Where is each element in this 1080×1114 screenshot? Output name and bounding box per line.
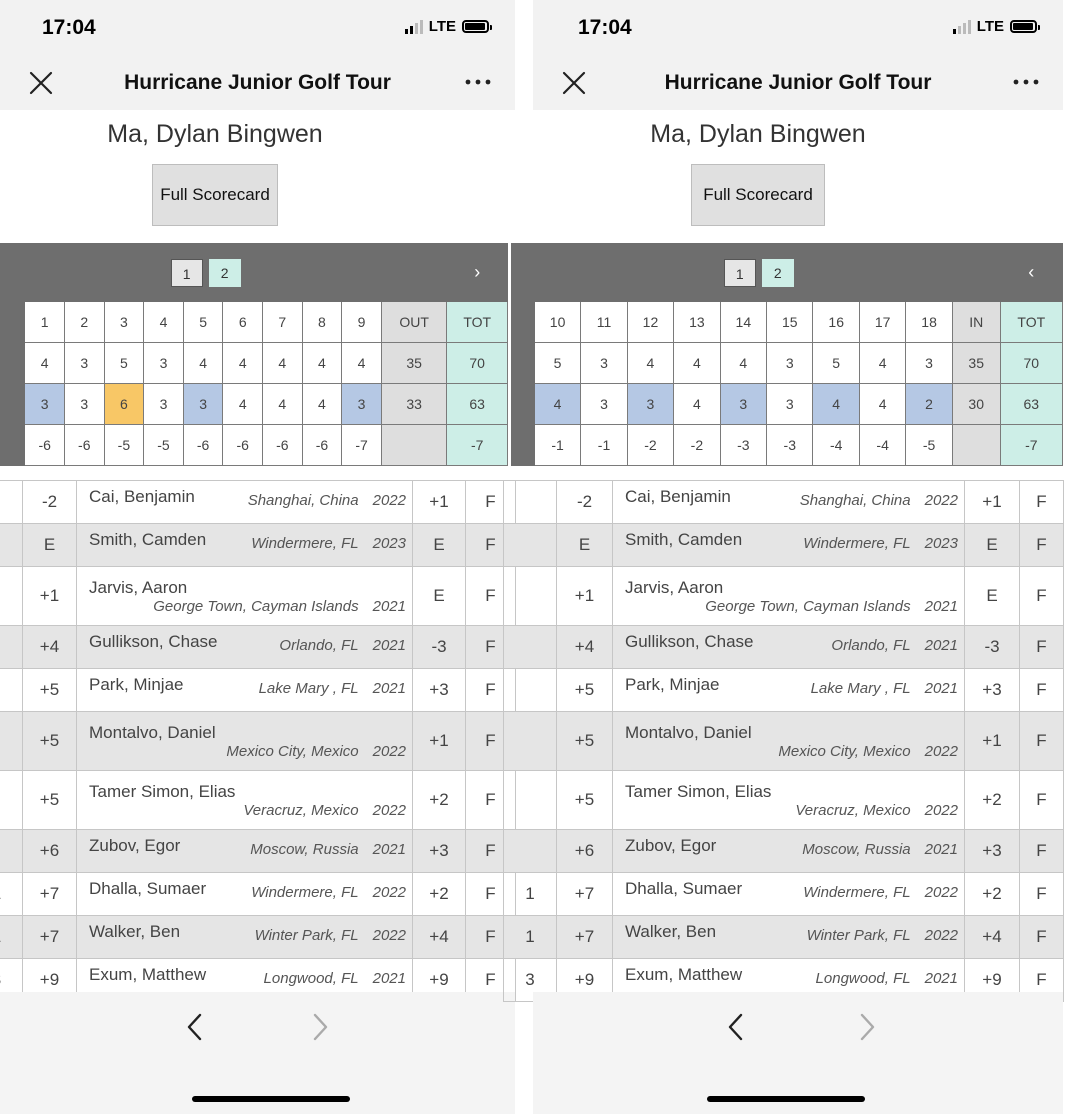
par-cell: 4 — [25, 343, 65, 384]
score-total: 63 — [447, 384, 508, 425]
to-par-cell: -6 — [223, 425, 263, 466]
to-par-cell: -4 — [859, 425, 905, 466]
to-par-cell: -5 — [144, 425, 184, 466]
back-icon[interactable] — [182, 1012, 208, 1042]
signal-icon — [405, 19, 423, 34]
hole-number: 2 — [64, 302, 104, 343]
par-cell: 3 — [144, 343, 184, 384]
score-cell: 4 — [223, 384, 263, 425]
score-cell-birdie: 3 — [342, 384, 382, 425]
thru: F — [466, 669, 516, 712]
par-cell: 5 — [813, 343, 859, 384]
par-row — [0, 343, 508, 384]
battery-icon — [462, 20, 489, 33]
player-name-cell: Montalvo, Daniel — [89, 722, 216, 742]
leaderboard-row[interactable]: +5 Tamer Simon, Elias Veracruz, Mexico 2022 +2 F — [504, 771, 1064, 830]
thru: F — [1020, 916, 1064, 959]
total-to-par: +5 — [23, 669, 77, 712]
to-par-total: -7 — [447, 425, 508, 466]
to-par-total: -7 — [1000, 425, 1062, 466]
par-cell: 5 — [534, 343, 580, 384]
browser-toolbar — [533, 992, 1063, 1114]
total-to-par: +1 — [557, 567, 613, 626]
browser-toolbar — [0, 992, 515, 1114]
hole-number: 4 — [144, 302, 184, 343]
total-to-par: +9 — [23, 959, 77, 1002]
thru: F — [466, 873, 516, 916]
hole-row — [0, 302, 508, 343]
player-name-cell: Gullikson, Chase — [625, 632, 754, 651]
round-score: -3 — [413, 626, 466, 669]
hole-row — [512, 302, 1063, 343]
player-name-cell: Gullikson, Chase — [89, 632, 218, 651]
thru: F — [1020, 712, 1064, 771]
round-score: +4 — [965, 916, 1020, 959]
round-score: +9 — [413, 959, 466, 1002]
leaderboard-row[interactable]: +4 Gullikson, Chase Orlando, FL 2021 -3 F — [0, 626, 516, 669]
scorecard-table — [0, 243, 508, 466]
total-to-par: +4 — [23, 626, 77, 669]
hole-number: 18 — [906, 302, 952, 343]
leaderboard-row[interactable]: +1 Jarvis, Aaron George Town, Cayman Islands 2021 E F — [0, 567, 516, 626]
home-indicator — [192, 1096, 350, 1102]
round-score: +2 — [413, 873, 466, 916]
total-to-par: +6 — [557, 830, 613, 873]
total-to-par: E — [23, 524, 77, 567]
player-name-cell: Tamer Simon, Elias — [89, 781, 236, 801]
thru: F — [466, 959, 516, 1002]
round-score: +3 — [413, 669, 466, 712]
round-score: -3 — [965, 626, 1020, 669]
player-name-cell: Jarvis, Aaron — [625, 577, 724, 597]
thru: F — [466, 916, 516, 959]
to-par-cell: -7 — [342, 425, 382, 466]
hole-number: 12 — [627, 302, 673, 343]
status-bar — [533, 0, 1063, 58]
hole-number: 7 — [263, 302, 303, 343]
score-total: 63 — [1000, 384, 1062, 425]
total-to-par: +9 — [557, 959, 613, 1002]
player-name-cell: Smith, Camden — [625, 530, 743, 549]
to-par-cell: -5 — [104, 425, 144, 466]
par-cell: 4 — [627, 343, 673, 384]
round-score: E — [965, 567, 1020, 626]
round-score: +2 — [413, 771, 466, 830]
to-par-cell: -4 — [813, 425, 859, 466]
score-cell: 3 — [767, 384, 813, 425]
screenshot-front-nine — [0, 0, 515, 1114]
score-row — [0, 384, 508, 425]
total-to-par: -2 — [23, 481, 77, 524]
full-scorecard-button[interactable]: Full Scorecard — [152, 164, 278, 226]
leaderboard-table — [503, 480, 1064, 1002]
to-par-cell: -1 — [581, 425, 627, 466]
leaderboard-row[interactable]: E Smith, Camden Windermere, FL 2023 E F — [504, 524, 1064, 567]
player-name-cell: Smith, Camden — [89, 530, 207, 549]
round-score: +1 — [965, 712, 1020, 771]
in-label: IN — [952, 302, 1000, 343]
hole-number: 14 — [720, 302, 766, 343]
to-par-cell: -6 — [302, 425, 342, 466]
par-cell: 3 — [767, 343, 813, 384]
status-time: 17:04 — [578, 16, 632, 39]
round-score: +3 — [965, 830, 1020, 873]
prev-page-arrow[interactable]: ‹ — [1000, 244, 1062, 302]
thru: F — [1020, 567, 1064, 626]
to-par-cell: -6 — [25, 425, 65, 466]
leaderboard-row[interactable]: +6 Zubov, Egor Moscow, Russia 2021 +3 F — [504, 830, 1064, 873]
thru: F — [1020, 959, 1064, 1002]
to-par-row — [512, 425, 1063, 466]
forward-icon[interactable] — [854, 1012, 880, 1042]
to-par-cell: -1 — [534, 425, 580, 466]
to-par-cell: -6 — [64, 425, 104, 466]
leaderboard-row[interactable]: +5 Park, Minjae Lake Mary , FL 2021 +3 F — [0, 669, 516, 712]
leaderboard-row[interactable]: +5 Park, Minjae Lake Mary , FL 2021 +3 F — [504, 669, 1064, 712]
thru: F — [466, 712, 516, 771]
round-score: +2 — [965, 771, 1020, 830]
nav-bar — [533, 58, 1063, 110]
player-name-cell: Cai, Benjamin — [625, 487, 731, 506]
leaderboard-row[interactable]: E Smith, Camden Windermere, FL 2023 E F — [0, 524, 516, 567]
par-cell: 4 — [263, 343, 303, 384]
to-par-row — [0, 425, 508, 466]
hole-number: 5 — [183, 302, 223, 343]
hole-number: 9 — [342, 302, 382, 343]
next-page-arrow[interactable]: › — [447, 244, 508, 302]
leaderboard-row[interactable]: 1 +7 Walker, Ben Winter Park, FL 2022 +4 F — [504, 916, 1064, 959]
par-cell: 5 — [104, 343, 144, 384]
status-icons — [953, 18, 1037, 35]
thru: F — [466, 567, 516, 626]
par-cell: 4 — [674, 343, 720, 384]
thru: F — [1020, 771, 1064, 830]
par-cell: 3 — [64, 343, 104, 384]
back-icon[interactable] — [723, 1012, 749, 1042]
score-cell: 3 — [64, 384, 104, 425]
page-title: Hurricane Junior Golf Tour — [664, 71, 932, 94]
score-cell-birdie: 3 — [720, 384, 766, 425]
network-label: LTE — [428, 18, 456, 35]
total-to-par: +1 — [23, 567, 77, 626]
tot-label: TOT — [1000, 302, 1062, 343]
scorecard-table — [511, 243, 1063, 466]
page-title: Hurricane Junior Golf Tour — [124, 71, 391, 94]
to-par-cell: -3 — [720, 425, 766, 466]
total-to-par: +5 — [557, 712, 613, 771]
hole-number: 8 — [302, 302, 342, 343]
thru: F — [1020, 481, 1064, 524]
battery-icon — [1010, 20, 1037, 33]
round-score: E — [413, 567, 466, 626]
thru: F — [466, 524, 516, 567]
more-icon[interactable] — [463, 72, 493, 92]
thru: F — [1020, 873, 1064, 916]
leaderboard-table — [0, 480, 516, 1002]
hole-number: 10 — [534, 302, 580, 343]
thru: F — [1020, 830, 1064, 873]
player-name-cell: Zubov, Egor — [625, 836, 717, 855]
thru: F — [1020, 669, 1064, 712]
total-to-par: +5 — [23, 712, 77, 771]
player-name-cell: Park, Minjae — [89, 675, 184, 694]
hole-number: 1 — [25, 302, 65, 343]
hole-number: 13 — [674, 302, 720, 343]
to-par-cell: -2 — [627, 425, 673, 466]
player-name-cell: Exum, Matthew — [89, 965, 207, 984]
par-cell: 4 — [223, 343, 263, 384]
player-name: Ma, Dylan Bingwen — [107, 120, 323, 148]
par-total: 70 — [1000, 343, 1062, 384]
leaderboard-row[interactable]: 1 +7 Dhalla, Sumaer Windermere, FL 2022 +2 F — [504, 873, 1064, 916]
par-cell: 3 — [906, 343, 952, 384]
to-par-cell: -6 — [183, 425, 223, 466]
score-cell-birdie: 3 — [25, 384, 65, 425]
page-2-button[interactable]: 2 — [762, 259, 794, 287]
par-total: 70 — [447, 343, 508, 384]
player-name-cell: Walker, Ben — [89, 922, 181, 941]
leaderboard-row[interactable]: -2 Cai, Benjamin Shanghai, China 2022 +1 F — [0, 481, 516, 524]
par-cell: 3 — [581, 343, 627, 384]
total-to-par: +4 — [557, 626, 613, 669]
score-cell-birdie: 3 — [627, 384, 673, 425]
par-out: 35 — [381, 343, 447, 384]
score-cell: 3 — [581, 384, 627, 425]
leaderboard-row[interactable]: +9 Exum, Matthew Longwood, FL 2021 +9 F — [0, 959, 516, 1002]
par-cell: 4 — [342, 343, 382, 384]
par-in: 35 — [952, 343, 1000, 384]
more-icon[interactable] — [1011, 72, 1041, 92]
round-score: +3 — [965, 669, 1020, 712]
to-par-cell: -5 — [906, 425, 952, 466]
hole-number: 3 — [104, 302, 144, 343]
round-score: +9 — [965, 959, 1020, 1002]
player-name-cell: Tamer Simon, Elias — [625, 781, 772, 801]
scorecard-pager-row — [512, 244, 1063, 302]
hole-number: 16 — [813, 302, 859, 343]
page-1-button[interactable]: 1 — [724, 259, 756, 287]
leaderboard-row[interactable]: +5 Tamer Simon, Elias Veracruz, Mexico 2022 +2 F — [0, 771, 516, 830]
leaderboard-row[interactable]: -2 Cai, Benjamin Shanghai, China 2022 +1 F — [504, 481, 1064, 524]
to-par-cell: -6 — [263, 425, 303, 466]
player-name-cell: Park, Minjae — [625, 675, 720, 694]
status-icons — [405, 18, 489, 35]
leaderboard-row[interactable]: +4 Gullikson, Chase Orlando, FL 2021 -3 F — [504, 626, 1064, 669]
total-to-par: +7 — [23, 916, 77, 959]
total-to-par: -2 — [557, 481, 613, 524]
player-name-cell: Montalvo, Daniel — [625, 722, 752, 742]
player-name-cell: Exum, Matthew — [625, 965, 743, 984]
leaderboard-row[interactable]: +7 Walker, Ben Winter Park, FL 2022 +4 F — [0, 916, 516, 959]
leaderboard-row[interactable]: +7 Dhalla, Sumaer Windermere, FL 2022 +2 F — [0, 873, 516, 916]
out-label: OUT — [381, 302, 447, 343]
score-out: 33 — [381, 384, 447, 425]
total-to-par: +5 — [23, 771, 77, 830]
hole-number: 11 — [581, 302, 627, 343]
total-to-par: +7 — [557, 873, 613, 916]
home-indicator — [707, 1096, 865, 1102]
thru: F — [466, 771, 516, 830]
nav-bar — [0, 58, 515, 110]
thru: F — [1020, 524, 1064, 567]
score-cell: 4 — [302, 384, 342, 425]
thru: F — [466, 626, 516, 669]
total-to-par: +7 — [557, 916, 613, 959]
thru: F — [1020, 626, 1064, 669]
par-cell: 4 — [720, 343, 766, 384]
leaderboard-row[interactable]: 3 +9 Exum, Matthew Longwood, FL 2021 +9 F — [504, 959, 1064, 1002]
player-name-cell: Zubov, Egor — [89, 836, 181, 855]
thru: F — [466, 830, 516, 873]
score-cell: 3 — [144, 384, 184, 425]
score-cell-birdie: 4 — [813, 384, 859, 425]
score-cell-birdie: 3 — [183, 384, 223, 425]
hole-number: 17 — [859, 302, 905, 343]
total-to-par: +7 — [23, 873, 77, 916]
signal-icon — [953, 19, 971, 34]
leaderboard-row[interactable]: +1 Jarvis, Aaron George Town, Cayman Islands 2021 E F — [504, 567, 1064, 626]
round-score: +1 — [413, 712, 466, 771]
player-name-cell: Jarvis, Aaron — [89, 577, 188, 597]
score-cell-birdie: 2 — [906, 384, 952, 425]
total-to-par: +5 — [557, 669, 613, 712]
status-time: 17:04 — [42, 16, 96, 39]
hole-number: 15 — [767, 302, 813, 343]
score-cell-birdie: 4 — [534, 384, 580, 425]
player-name-cell: Walker, Ben — [625, 922, 717, 941]
page-1-button[interactable]: 1 — [171, 259, 203, 287]
player-name: Ma, Dylan Bingwen — [650, 120, 866, 148]
scorecard-pager-row — [0, 244, 508, 302]
screenshot-back-nine — [525, 0, 1063, 1114]
round-score: E — [413, 524, 466, 567]
total-to-par: +5 — [557, 771, 613, 830]
player-name-cell: Dhalla, Sumaer — [89, 879, 207, 898]
to-par-cell: -2 — [674, 425, 720, 466]
par-cell: 4 — [302, 343, 342, 384]
score-cell: 4 — [859, 384, 905, 425]
round-score: +1 — [413, 481, 466, 524]
score-cell-bogey: 6 — [104, 384, 144, 425]
par-cell: 4 — [859, 343, 905, 384]
network-label: LTE — [976, 18, 1004, 35]
leaderboard-row[interactable]: +5 Montalvo, Daniel Mexico City, Mexico 2022 +1 F — [504, 712, 1064, 771]
player-name-cell: Dhalla, Sumaer — [625, 879, 743, 898]
score-cell: 4 — [674, 384, 720, 425]
par-row — [512, 343, 1063, 384]
round-score: +1 — [965, 481, 1020, 524]
forward-icon[interactable] — [307, 1012, 333, 1042]
leaderboard-row[interactable]: +5 Montalvo, Daniel Mexico City, Mexico 2022 +1 F — [0, 712, 516, 771]
par-cell: 4 — [183, 343, 223, 384]
score-cell: 4 — [263, 384, 303, 425]
thru: F — [466, 481, 516, 524]
player-name-cell: Cai, Benjamin — [89, 487, 195, 506]
round-score: +2 — [965, 873, 1020, 916]
round-score: E — [965, 524, 1020, 567]
leaderboard-row[interactable]: +6 Zubov, Egor Moscow, Russia 2021 +3 F — [0, 830, 516, 873]
round-score: +4 — [413, 916, 466, 959]
total-to-par: +6 — [23, 830, 77, 873]
hole-number: 6 — [223, 302, 263, 343]
score-in: 30 — [952, 384, 1000, 425]
total-to-par: E — [557, 524, 613, 567]
full-scorecard-button[interactable]: Full Scorecard — [691, 164, 825, 226]
page-2-button[interactable]: 2 — [209, 259, 241, 287]
score-row — [512, 384, 1063, 425]
status-bar — [0, 0, 515, 58]
to-par-cell: -3 — [767, 425, 813, 466]
round-score: +3 — [413, 830, 466, 873]
tot-label: TOT — [447, 302, 508, 343]
